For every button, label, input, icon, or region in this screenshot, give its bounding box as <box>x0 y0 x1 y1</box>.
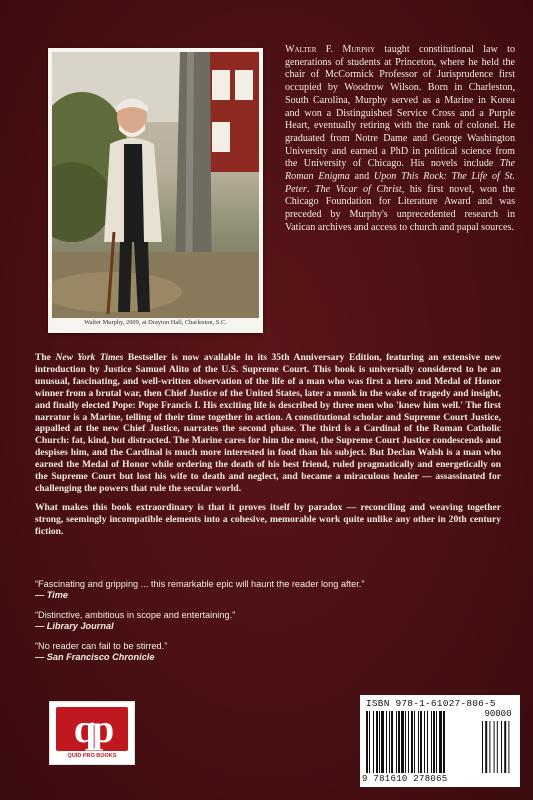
barcode-digits: 9 781610 278065 <box>362 774 448 784</box>
review-quote <box>35 641 365 663</box>
barcode-bar <box>436 711 437 773</box>
description-paragraph-1 <box>35 352 501 495</box>
barcode-bar <box>443 711 445 773</box>
bio-text-2: and <box>349 171 374 183</box>
description-paragraph-2: What makes this book extraordinary is that it proves itself by paradox — reconciling and weaving together strong, seemingly incompatible elements into a cohesive, memorable work quite unlike any other in 20th century fiction. <box>35 501 501 537</box>
quote-text: “No reader can fail to be stirred.” <box>35 641 168 651</box>
barcode-bar <box>389 711 390 773</box>
barcode-bar <box>373 711 374 773</box>
isbn-barcode <box>360 695 520 787</box>
barcode-bar <box>427 711 428 773</box>
author-name: Walter F. Murphy <box>285 44 376 55</box>
barcode-bar <box>381 711 384 773</box>
barcode-addon-bar <box>497 721 498 773</box>
description-p1-pre: The <box>35 352 56 363</box>
barcode-bar <box>379 711 380 773</box>
barcode-bar <box>386 711 387 773</box>
barcode-addon-bar <box>494 721 495 773</box>
barcode-addon-bar <box>508 721 509 773</box>
publisher-name: QUID PRO BOOKS <box>67 753 117 759</box>
barcode-bar <box>431 711 432 773</box>
author-photo-frame <box>48 48 263 333</box>
barcode-bar <box>401 711 404 773</box>
barcode-addon-bar <box>504 721 506 773</box>
barcode-addon-bar <box>501 721 502 773</box>
barcode-bar <box>369 711 370 773</box>
bio-text-3: . <box>306 183 315 195</box>
barcode-addon-bar <box>489 721 490 773</box>
barcode-bar <box>408 711 409 773</box>
barcode-bar <box>376 711 378 773</box>
review-quotes <box>35 579 365 672</box>
author-photo <box>52 52 259 318</box>
author-bio <box>285 44 515 235</box>
review-quote <box>35 579 365 601</box>
barcode-bar <box>396 711 397 773</box>
bio-title-2: Upon This Rock: The Life of St. Peter <box>285 171 515 195</box>
quote-source: — San Francisco Chronicle <box>35 652 155 662</box>
bio-title-3: The Vicar of Christ <box>315 183 402 195</box>
quote-text: “Distinctive, ambitious in scope and entertaining.” <box>35 610 236 620</box>
book-description <box>35 352 501 545</box>
barcode-bar <box>420 711 422 773</box>
barcode-addon-bar <box>482 721 483 773</box>
bio-title-1: The Roman Enigma <box>285 158 515 183</box>
description-p1-title: New York Times <box>55 352 124 363</box>
bio-text-1: taught constitutional law to generations of students at Princeton, where he held the chair of McCormick Professor of Jurisprudence first occupied by Woodrow Wilson. Born in Charleston, South Carolina, Murphy served as a Marine in Korea and won a Distinguished Service Cross and a Purple Heart, eventually retiring with the rank of colonel. He graduated from Notre Dame and George Washington University and earned a PhD in political science from the University of Chicago. His novels include <box>285 44 515 170</box>
description-p1-text: Bestseller is now available in its 35th Anniversary Edition, featuring an extensive new introduction by Justice Samuel Alito of the U.S. Supreme Court. This book is universally considered to be an unusual, fascinating, and well-written observation of the life of a man who was first a hero and Medal of Honor winner from a brutal war, then Chief Justice of the United States, later a monk in the wake of tragedy and insight, and finally elected Pope: Pope Francis I. His exciting life is described by three men who 'knew him well.' The first narrator is a Marine, telling of their time together in action. A constitutional scholar and Supreme Court Justice, appalled at the new Chief Justice, narrates the second phase. The third is a Cardinal of the Roman Catholic Church: fat, kind, but distracted. The Marine cares for him the most, the Supreme Court Justice condescends and despises him, and the Cardinal is much more interested in food than his subject. But Declan Walsh is a man who earned the Medal of Honor while ordering the death of his best friend, ruled pragmatically and energetically on the Supreme Court but lost his wife to death and neglect, and became a miraculous healer — assassinated for challenging the powers that rule the secular world. <box>35 352 501 494</box>
barcode-bar <box>398 711 400 773</box>
barcode-addon-bar <box>485 721 487 773</box>
bio-text-4: , his first novel, won the Chicago Foundation for Literature Award and was preceded by Murphy's unprecedented research in Vatican archives and access to church and papal sources. <box>285 183 516 233</box>
barcode-bar <box>418 711 419 773</box>
author-photo-illustration <box>52 52 259 318</box>
photo-caption: Walter Murphy, 2009, at Drayton Hall, Charleston, S.C. <box>84 319 227 326</box>
publisher-logo <box>50 702 134 764</box>
quote-source: — Time <box>35 590 69 600</box>
barcode-bar <box>405 711 406 773</box>
price-code: 90000 <box>484 709 512 719</box>
barcode-bar <box>411 711 413 773</box>
barcode-bar <box>366 711 368 773</box>
barcode-bar <box>439 711 442 773</box>
quote-source: — Library Journal <box>35 621 114 631</box>
publisher-logo-letters: qp <box>56 707 128 751</box>
barcode-bar <box>391 711 393 773</box>
barcode-bar <box>414 711 415 773</box>
barcode-bar <box>433 711 435 773</box>
barcode-bar <box>424 711 425 773</box>
review-quote <box>35 610 365 632</box>
quote-text: “Fascinating and gripping ... this remarkable epic will haunt the reader long after.” <box>35 579 365 589</box>
isbn-number: ISBN 978-1-61027-806-5 <box>366 698 496 709</box>
